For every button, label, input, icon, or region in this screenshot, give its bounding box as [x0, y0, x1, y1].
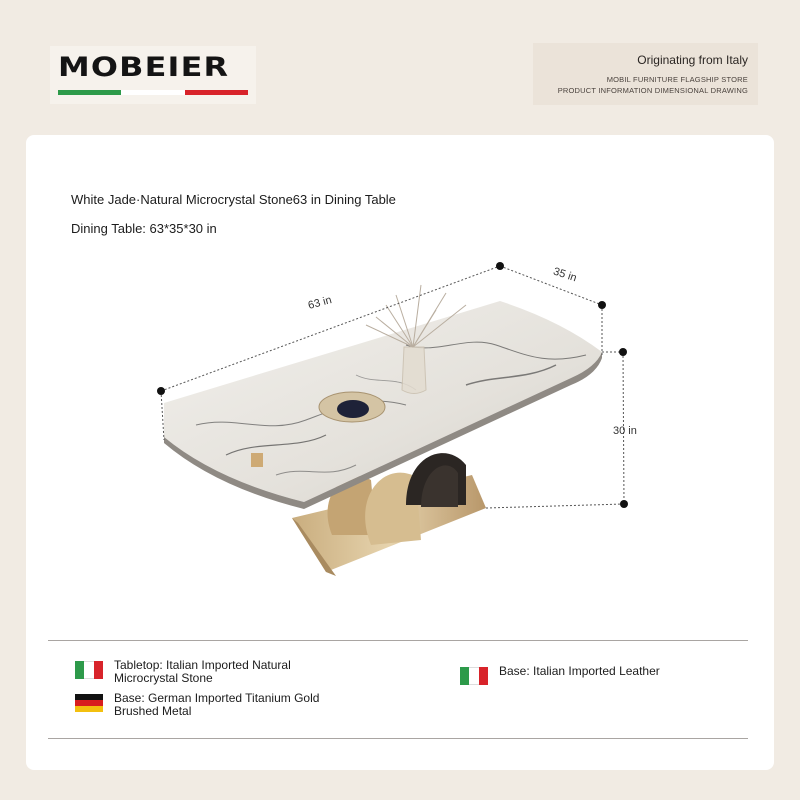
origin-title: Originating from Italy	[637, 53, 748, 67]
width-label: 35 in	[551, 265, 579, 285]
divider-top	[48, 640, 748, 641]
product-title: White Jade·Natural Microcrystal Stone63 in Dining Table	[71, 192, 396, 207]
product-card	[26, 135, 774, 770]
italian-flag-stripe	[58, 90, 248, 95]
divider-bottom	[48, 738, 748, 739]
italy-flag-icon	[460, 667, 488, 685]
material-tabletop	[75, 659, 329, 685]
fruit-bowl	[319, 392, 385, 422]
height-label: 30 in	[613, 425, 637, 437]
length-label: 63 in	[306, 294, 334, 312]
material-metal-base-text: Base: German Imported Titanium Gold Brushed Metal	[114, 691, 320, 718]
drawing-subtitle: PRODUCT INFORMATION DIMENSIONAL DRAWING	[557, 86, 748, 95]
brand-logo	[50, 46, 256, 104]
material-tabletop-text: Tabletop: Italian Imported Natural Microcrystal Stone	[114, 658, 291, 685]
material-metal-base	[75, 692, 329, 718]
glass-decor	[251, 453, 263, 467]
material-leather-base	[460, 665, 714, 685]
dining-table-illustration	[26, 135, 774, 595]
origin-banner	[533, 43, 758, 105]
italy-flag-icon	[75, 661, 103, 679]
product-dimensions: Dining Table: 63*35*30 in	[71, 221, 217, 236]
germany-flag-icon	[75, 694, 103, 712]
store-name: MOBIL FURNITURE FLAGSHIP STORE	[606, 75, 748, 84]
brand-logo-text: MOBEIER	[58, 52, 230, 83]
material-leather-base-text: Base: Italian Imported Leather	[499, 664, 660, 678]
